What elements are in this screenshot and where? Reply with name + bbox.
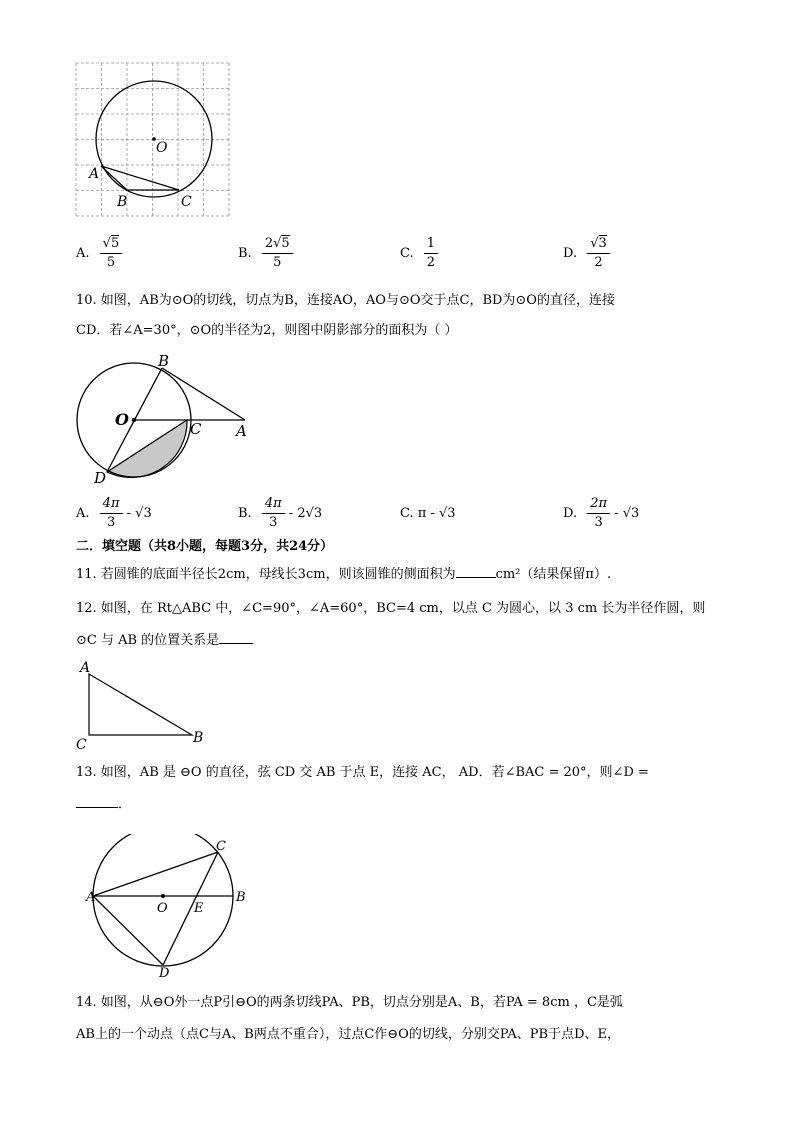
q10-center-dot [132, 418, 136, 422]
q9-option-b-rad: 5 [281, 236, 290, 251]
q10-option-b-den: 3 [269, 515, 278, 530]
q12-text-line2 [76, 632, 253, 650]
q13-center-dot [161, 894, 165, 898]
q10-option-d-den: 3 [594, 515, 603, 530]
q9-option-c-letter: C. [400, 246, 414, 261]
q14-text-line2: AB上的一个动点（点C与A、B两点不重合），过点C作⊖O的切线，分别交PA、PB于点D、E， [76, 1027, 620, 1042]
q10-option-c-letter: C. [400, 506, 414, 521]
q10-option-a[interactable] [76, 496, 152, 531]
q13-label-C: C [216, 839, 226, 854]
q12-label-B: B [193, 730, 204, 746]
q10-option-d[interactable] [563, 496, 639, 531]
q9-triangle [101, 166, 179, 190]
q13-text-line2 [76, 796, 131, 814]
q12-answer-blank[interactable] [219, 643, 253, 644]
q11-answer-blank[interactable] [456, 577, 496, 578]
q9-option-d[interactable]: D. $\frac{√3}{2}$ [563, 236, 610, 271]
q10-option-a-num: 4π [102, 496, 120, 511]
q13-label-E: E [194, 901, 204, 916]
q10-option-d-tail: - √3 [614, 506, 640, 521]
q10-option-a-den: 3 [106, 515, 116, 530]
q10-option-a-tail: - √3 [126, 506, 152, 521]
q9-option-a-den: 5 [106, 255, 116, 270]
q9-label-B: B [117, 194, 128, 210]
q10-label-A: A [236, 422, 247, 440]
q9-option-b[interactable]: B. $\frac{2√5}{5}$ [238, 236, 293, 271]
q10-label-O: O [115, 410, 129, 429]
q10-text-line2: CD．若∠A=30°，⊙O的半径为2，则图中阴影部分的面积为（ ） [76, 323, 458, 338]
q9-figure [70, 58, 240, 223]
q9-option-c-num: 1 [424, 236, 438, 254]
q10-option-c-text: π - √3 [417, 506, 456, 521]
q13-line2-tail: ． [118, 797, 132, 812]
q13-label-O: O [157, 901, 168, 916]
q10-option-b-num: 4π [264, 496, 282, 511]
q10-figure [70, 352, 260, 487]
q10-label-C: C [190, 420, 202, 438]
q9-option-a-rad: 5 [110, 236, 120, 251]
q12-label-A: A [80, 660, 91, 676]
q9-option-a-letter: A. [76, 246, 90, 261]
q10-option-d-letter: D. [563, 506, 578, 521]
q9-option-b-letter: B. [238, 246, 252, 261]
q10-option-d-num: 2π [590, 496, 608, 511]
q12-text-line1: 12. 如图，在 Rt△ABC 中，∠C=90°，∠A=60°，BC=4 cm，以点 C 为圆心，以 3 cm 长为半径作圆，则 [76, 601, 706, 616]
q10-option-a-letter: A. [76, 506, 90, 521]
q12-question: ⊙C 与 AB 的位置关系是 [76, 633, 220, 648]
q10-option-b[interactable] [238, 496, 322, 531]
q11-question: 11. 若圆锥的底面半径长2cm，母线长3cm，则该圆锥的侧面积为 [76, 567, 456, 582]
q13-label-D: D [159, 966, 170, 980]
q9-option-d-letter: D. [563, 246, 578, 261]
q9-option-d-den: 2 [594, 255, 603, 270]
q9-label-O: O [156, 140, 168, 156]
q10-option-b-tail: - 2√3 [288, 506, 323, 521]
q12-figure [72, 656, 212, 752]
q12-label-C: C [76, 737, 87, 752]
q9-option-d-rad: 3 [598, 236, 607, 251]
q10-label-B: B [158, 352, 170, 370]
q10-label-D: D [94, 469, 107, 487]
q13-text-line1: 13. 如图，AB 是 ⊖O 的直径，弦 CD 交 AB 于点 E，连接 AC， AD．若∠BAC = 20°，则∠D = [76, 765, 649, 780]
q13-figure [82, 834, 252, 980]
q10-option-b-letter: B. [238, 506, 252, 521]
q14-text-line1: 14. 如图，从⊖O外一点P引⊖O的两条切线PA、PB，切点分别是A、B，若PA = 8cm ，C是弧 [76, 995, 623, 1010]
q13-label-B: B [236, 890, 246, 905]
q11-unit: cm²（结果保留π）. [495, 567, 612, 582]
q9-option-a[interactable]: A. $\frac{√5}{5}$ [76, 236, 122, 271]
q10-text-line1: 10. 如图，AB为⊙O的切线，切点为B，连接AO，AO与⊙O交于点C，BD为⊙O的直径，连接 [76, 293, 615, 308]
q12-triangle [89, 674, 192, 735]
q9-label-A: A [89, 166, 100, 182]
q11-text [76, 566, 611, 584]
q10-option-c[interactable] [400, 506, 456, 521]
q9-option-b-den: 5 [273, 255, 282, 270]
q13-label-A: A [86, 890, 96, 905]
q9-label-C: C [181, 194, 192, 210]
q9-option-c[interactable] [400, 236, 438, 271]
q13-answer-blank[interactable] [76, 807, 118, 808]
q9-option-c-den: 2 [426, 255, 436, 270]
q9-option-b-coef: 2 [264, 236, 274, 251]
section-2-heading: 二．填空题（共8小题，每题3分，共24分） [76, 539, 334, 554]
